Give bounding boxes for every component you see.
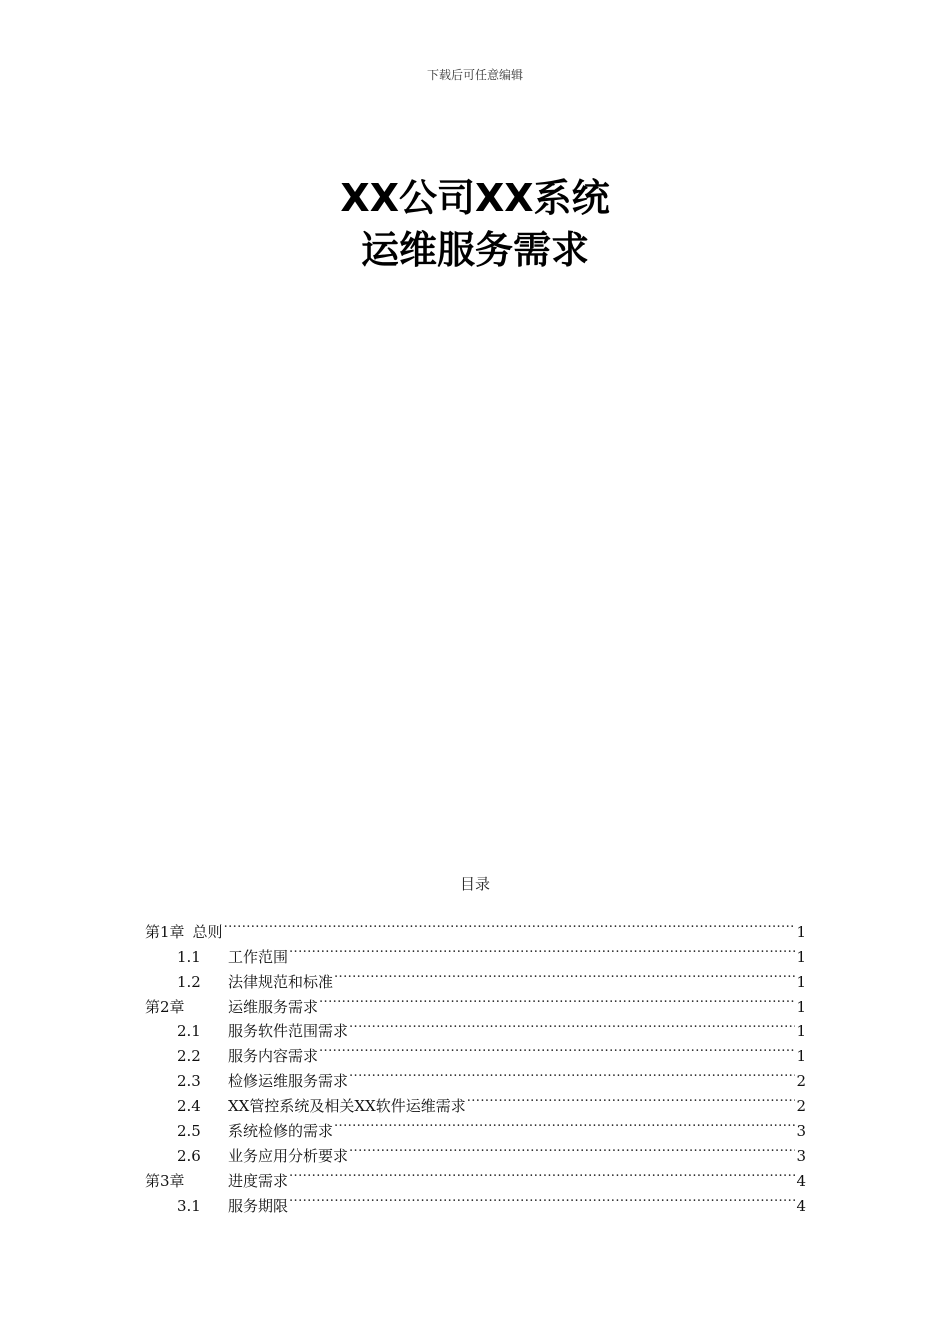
table-of-contents (145, 912, 806, 1215)
toc-entry-page: 1 (796, 947, 806, 966)
toc-entry-title: 进度需求 (228, 1171, 289, 1190)
toc-entry-title: 服务软件范围需求 (228, 1022, 349, 1041)
toc-entry-number: 2.3 (177, 1072, 201, 1091)
toc-entry-title: 法律规范和标准 (228, 972, 334, 991)
toc-entry-page: 1 (796, 1047, 806, 1066)
toc-entry-page: 1 (796, 1022, 806, 1041)
toc-entry-page: 2 (796, 1072, 806, 1091)
toc-heading: 目录 (459, 875, 490, 893)
toc-entry-page: 1 (796, 922, 806, 941)
toc-entry-number: 2.1 (177, 1022, 201, 1041)
toc-entry-number: 2.4 (177, 1097, 201, 1116)
toc-dot-leader (289, 1161, 795, 1186)
toc-dot-leader (349, 1136, 795, 1161)
toc-entry-page: 1 (796, 997, 806, 1016)
toc-entry-title: 总则 (192, 922, 223, 941)
toc-dot-leader (467, 1086, 796, 1111)
toc-entry-number: 2.6 (177, 1146, 201, 1165)
toc-dot-leader (319, 987, 795, 1012)
toc-entry-number: 1.1 (177, 947, 201, 966)
toc-dot-leader (224, 912, 796, 937)
toc-entry-number: 第2章 (145, 997, 185, 1016)
toc-entry-number: 2.2 (177, 1047, 201, 1066)
title-line-2: 运维服务需求 (360, 228, 589, 272)
toc-dot-leader (319, 1036, 795, 1061)
toc-entry-number: 第1章 (145, 922, 185, 941)
toc-entry-title: 服务内容需求 (228, 1047, 319, 1066)
toc-dot-leader (349, 1061, 795, 1086)
toc-entry-title: 系统检修的需求 (228, 1122, 334, 1141)
toc-entry-title: 运维服务需求 (228, 997, 319, 1016)
toc-entry-page: 3 (796, 1122, 806, 1141)
toc-dot-leader (334, 962, 795, 987)
toc-entry-title: 检修运维服务需求 (228, 1072, 349, 1091)
toc-entry-number: 1.2 (177, 972, 201, 991)
toc-dot-leader (334, 1111, 795, 1136)
toc-entry-title: 服务期限 (228, 1196, 289, 1215)
toc-entry-page: 3 (796, 1146, 806, 1165)
toc-entry-number: 2.5 (177, 1122, 201, 1141)
toc-entry-number: 3.1 (177, 1196, 201, 1215)
toc-dot-leader (289, 937, 795, 962)
toc-entry-page: 1 (796, 972, 806, 991)
toc-entry-page: 4 (796, 1171, 806, 1190)
toc-entry-title: XX管控系统及相关XX软件运维需求 (228, 1097, 466, 1116)
toc-dot-leader (289, 1186, 795, 1211)
toc-entry-page: 4 (796, 1196, 806, 1215)
toc-entry-title: 工作范围 (228, 947, 289, 966)
document-title (0, 172, 950, 276)
toc-entry-page: 2 (796, 1097, 806, 1116)
toc-entry[interactable] (145, 912, 806, 941)
toc-entry-title: 业务应用分析要求 (228, 1146, 349, 1165)
toc-entry[interactable] (145, 937, 806, 966)
title-line-1: XX公司XX系统 (340, 176, 610, 220)
toc-dot-leader (349, 1012, 795, 1037)
header-note: 下载后可任意编辑 (426, 68, 523, 82)
toc-entry-number: 第3章 (145, 1171, 185, 1190)
